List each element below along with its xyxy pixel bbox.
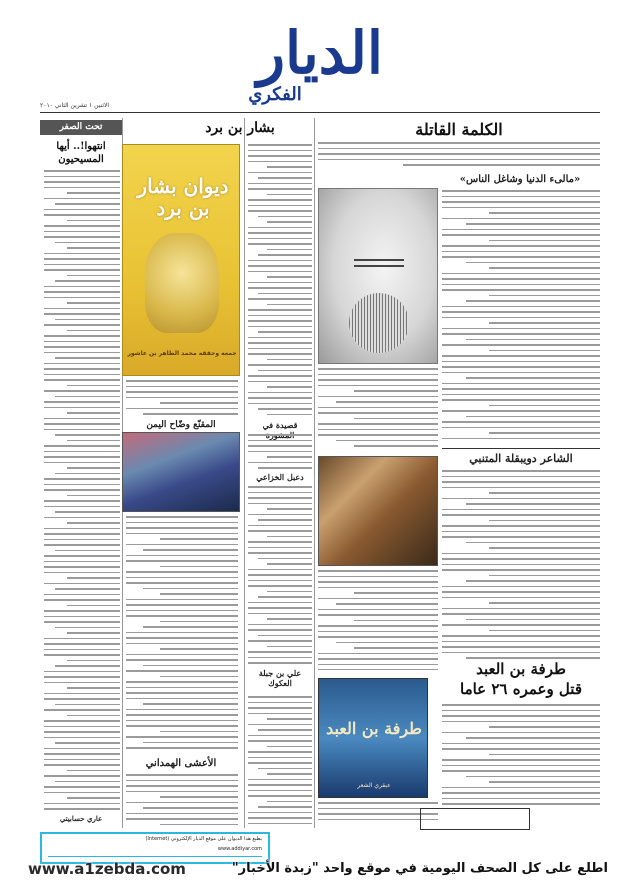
footer-line2: www.addiyar.com	[217, 846, 262, 852]
bashar-illustration	[145, 233, 219, 333]
headline-intahu: انتهوا!.. أيها المسيحيون	[56, 141, 106, 165]
bashar-book-title: ديوان بشار بن برد	[137, 174, 229, 220]
tarafa-book-cover	[318, 678, 428, 798]
dateline: الاثنين ١ تشرين الثاني ٢٠١٠	[40, 102, 110, 109]
headline-waddah: المقنّع وضّاح اليمن	[146, 420, 216, 430]
mutanabbi-painting	[318, 456, 438, 566]
book-caption-text	[126, 380, 238, 418]
bashar-book-author: جمعه وحققه محمد الطاهر بن عاشور	[127, 350, 237, 357]
divider	[244, 118, 245, 828]
masthead	[200, 18, 440, 108]
masthead-title: الديار	[256, 19, 384, 87]
tarafa-text	[442, 704, 600, 808]
bashar-book-cover	[122, 144, 240, 376]
tarafa-book-subtitle: عبقري الشعر	[357, 782, 391, 789]
watermark-url[interactable]: www.a1zebda.com	[28, 860, 186, 878]
watermark-message: اطلع على كل الصحف اليومية في موقع واحد "زبدة الأخبار"	[231, 861, 608, 876]
divider	[314, 118, 315, 828]
headline-dibel: دعبل الخزاعي	[256, 472, 304, 482]
waddah-painting	[122, 432, 240, 512]
article-text	[442, 190, 600, 440]
headline-qasida: قصيدة في	[262, 420, 298, 430]
waddah-text	[126, 516, 238, 752]
headline-bashar: بشار بن برد	[205, 120, 275, 136]
watermark-bar	[4, 857, 628, 881]
headline-tarafa: طرفة بن العبد	[476, 660, 566, 678]
left-column-text	[44, 170, 120, 810]
portrait-beard	[349, 293, 409, 353]
headline-mutanabbi: الشاعر دويبقلة المتنبي	[469, 452, 573, 465]
poem-text	[318, 570, 438, 670]
masthead-section: الفكري	[248, 84, 302, 105]
tahta-sifr-label: تحت الصفر	[40, 120, 122, 135]
author-signature: عاري حسابيتي	[59, 814, 103, 823]
subhead-malee-dunya: «مالىء الدنيا وشاغل الناس»	[459, 174, 581, 185]
caption-text	[318, 368, 438, 450]
mutanabbi-text	[442, 470, 600, 660]
dibel-text	[248, 486, 312, 666]
headline-killing-word: الكلمة القاتلة	[415, 120, 503, 139]
asha-text	[126, 774, 238, 828]
headline-tarafa-age: قتل وعمره ٢٦ عاما	[460, 680, 582, 698]
mutanabbi-portrait	[318, 188, 438, 364]
headline-ali-jabala: علي بن جبلة العكوك	[258, 668, 302, 688]
footer-line1: يطبع هذا الديوان على موقع الديار الإلكتروني (Internet)	[145, 836, 262, 842]
bashar-text	[248, 144, 312, 419]
qasida-text	[248, 434, 312, 470]
ali-text	[248, 696, 312, 826]
tarafa-book-title: طرفة بن العبد	[326, 719, 422, 738]
section-rule	[442, 448, 600, 449]
portrait-eyes	[354, 259, 404, 267]
headline-asha: الأعشى الهمداني	[145, 758, 217, 769]
info-box	[420, 808, 530, 830]
top-rule	[40, 112, 600, 113]
intro-text	[318, 142, 600, 172]
